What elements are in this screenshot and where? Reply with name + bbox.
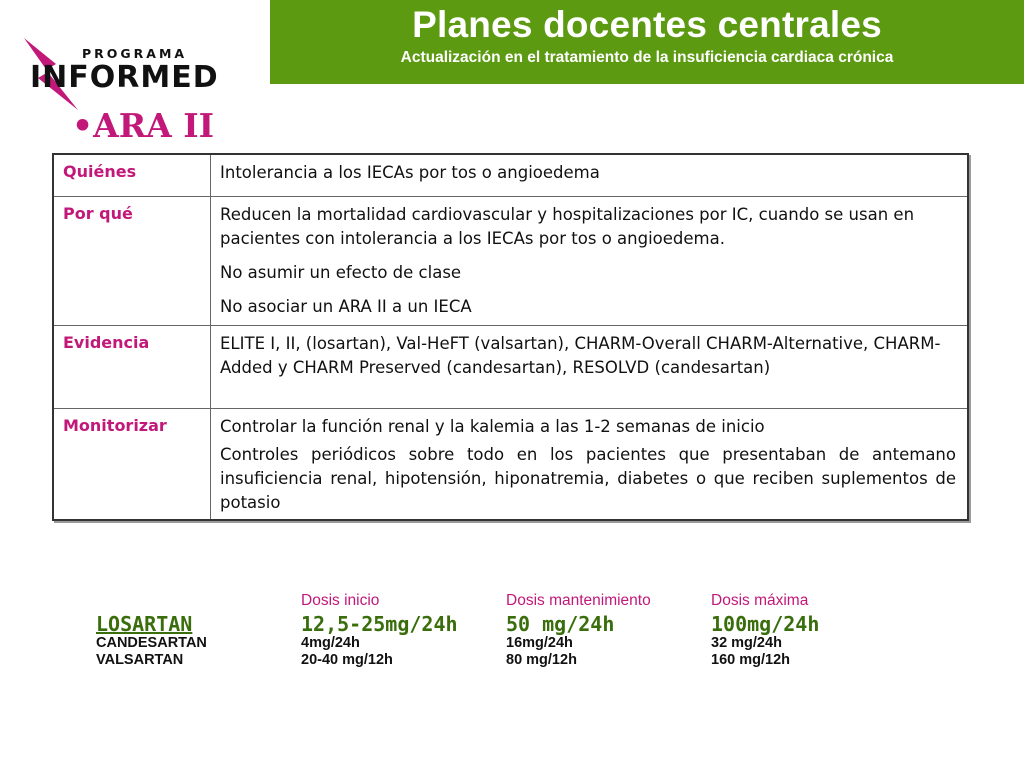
- header-banner: [270, 0, 1024, 84]
- dose-header-maintenance: Dosis mantenimiento: [506, 592, 651, 609]
- dose-maintenance: 80 mg/12h: [506, 652, 577, 668]
- row-label: Evidencia: [53, 325, 211, 408]
- section-heading: •ARA II: [72, 106, 215, 145]
- row-content: [211, 154, 969, 196]
- dose-header-start: Dosis inicio: [301, 592, 380, 609]
- drug-name: LOSARTAN: [96, 612, 193, 636]
- row-paragraph: No asociar un ARA II a un IECA: [220, 296, 472, 316]
- dose-max: 100mg/24h: [711, 612, 820, 636]
- row-paragraph: Reducen la mortalidad cardiovascular y hospitalizaciones por IC, cuando se usan en pacientes con intolerancia a los IECAs por tos o angioedema.: [220, 204, 915, 248]
- dose-max: 32 mg/24h: [711, 635, 782, 651]
- row-content: [211, 408, 969, 520]
- drug-name: VALSARTAN: [96, 652, 184, 668]
- info-table: [52, 153, 969, 521]
- dose-maintenance: 50 mg/24h: [506, 612, 615, 636]
- row-paragraph: ELITE I, II, (losartan), Val-HeFT (valsartan), CHARM-Overall CHARM-Alternative, CHARM-Added y CHARM Preserved (candesartan), RESOLVD (candesartan): [220, 333, 941, 377]
- drug-name: CANDESARTAN: [96, 635, 207, 651]
- row-content: [211, 325, 969, 408]
- row-label: Monitorizar: [53, 408, 211, 520]
- logo-main-text: INFORMED: [30, 60, 219, 95]
- table-row: [53, 325, 968, 408]
- dose-start: 4mg/24h: [301, 635, 360, 651]
- row-paragraph: No asumir un efecto de clase: [220, 262, 462, 282]
- page-subtitle: Actualización en el tratamiento de la insuficiencia cardiaca crónica: [400, 49, 894, 66]
- dose-maintenance: 16mg/24h: [506, 635, 573, 651]
- row-label: Por qué: [53, 196, 211, 325]
- page-title: Planes docentes centrales: [412, 4, 882, 45]
- row-paragraph: Controlar la función renal y la kalemia a las 1-2 semanas de inicio: [220, 416, 765, 436]
- dose-start: 12,5-25mg/24h: [301, 612, 458, 636]
- dose-max: 160 mg/12h: [711, 652, 790, 668]
- logo-top-text: PROGRAMA: [82, 46, 188, 61]
- informed-logo: [16, 26, 231, 106]
- table-row: [53, 196, 968, 325]
- row-paragraph: Intolerancia a los IECAs por tos o angioedema: [220, 163, 600, 182]
- table-row: [53, 154, 968, 196]
- row-content: [211, 196, 969, 325]
- table-row: [53, 408, 968, 520]
- row-label: Quiénes: [53, 154, 211, 196]
- row-paragraph: Controles periódicos sobre todo en los pacientes que presentaban de antemano insuficiencia renal, hipotensión, hiponatremia, diabetes o que reciben suplementos de potasio: [220, 444, 956, 512]
- dose-header-max: Dosis máxima: [711, 592, 809, 609]
- dose-start: 20-40 mg/12h: [301, 652, 393, 668]
